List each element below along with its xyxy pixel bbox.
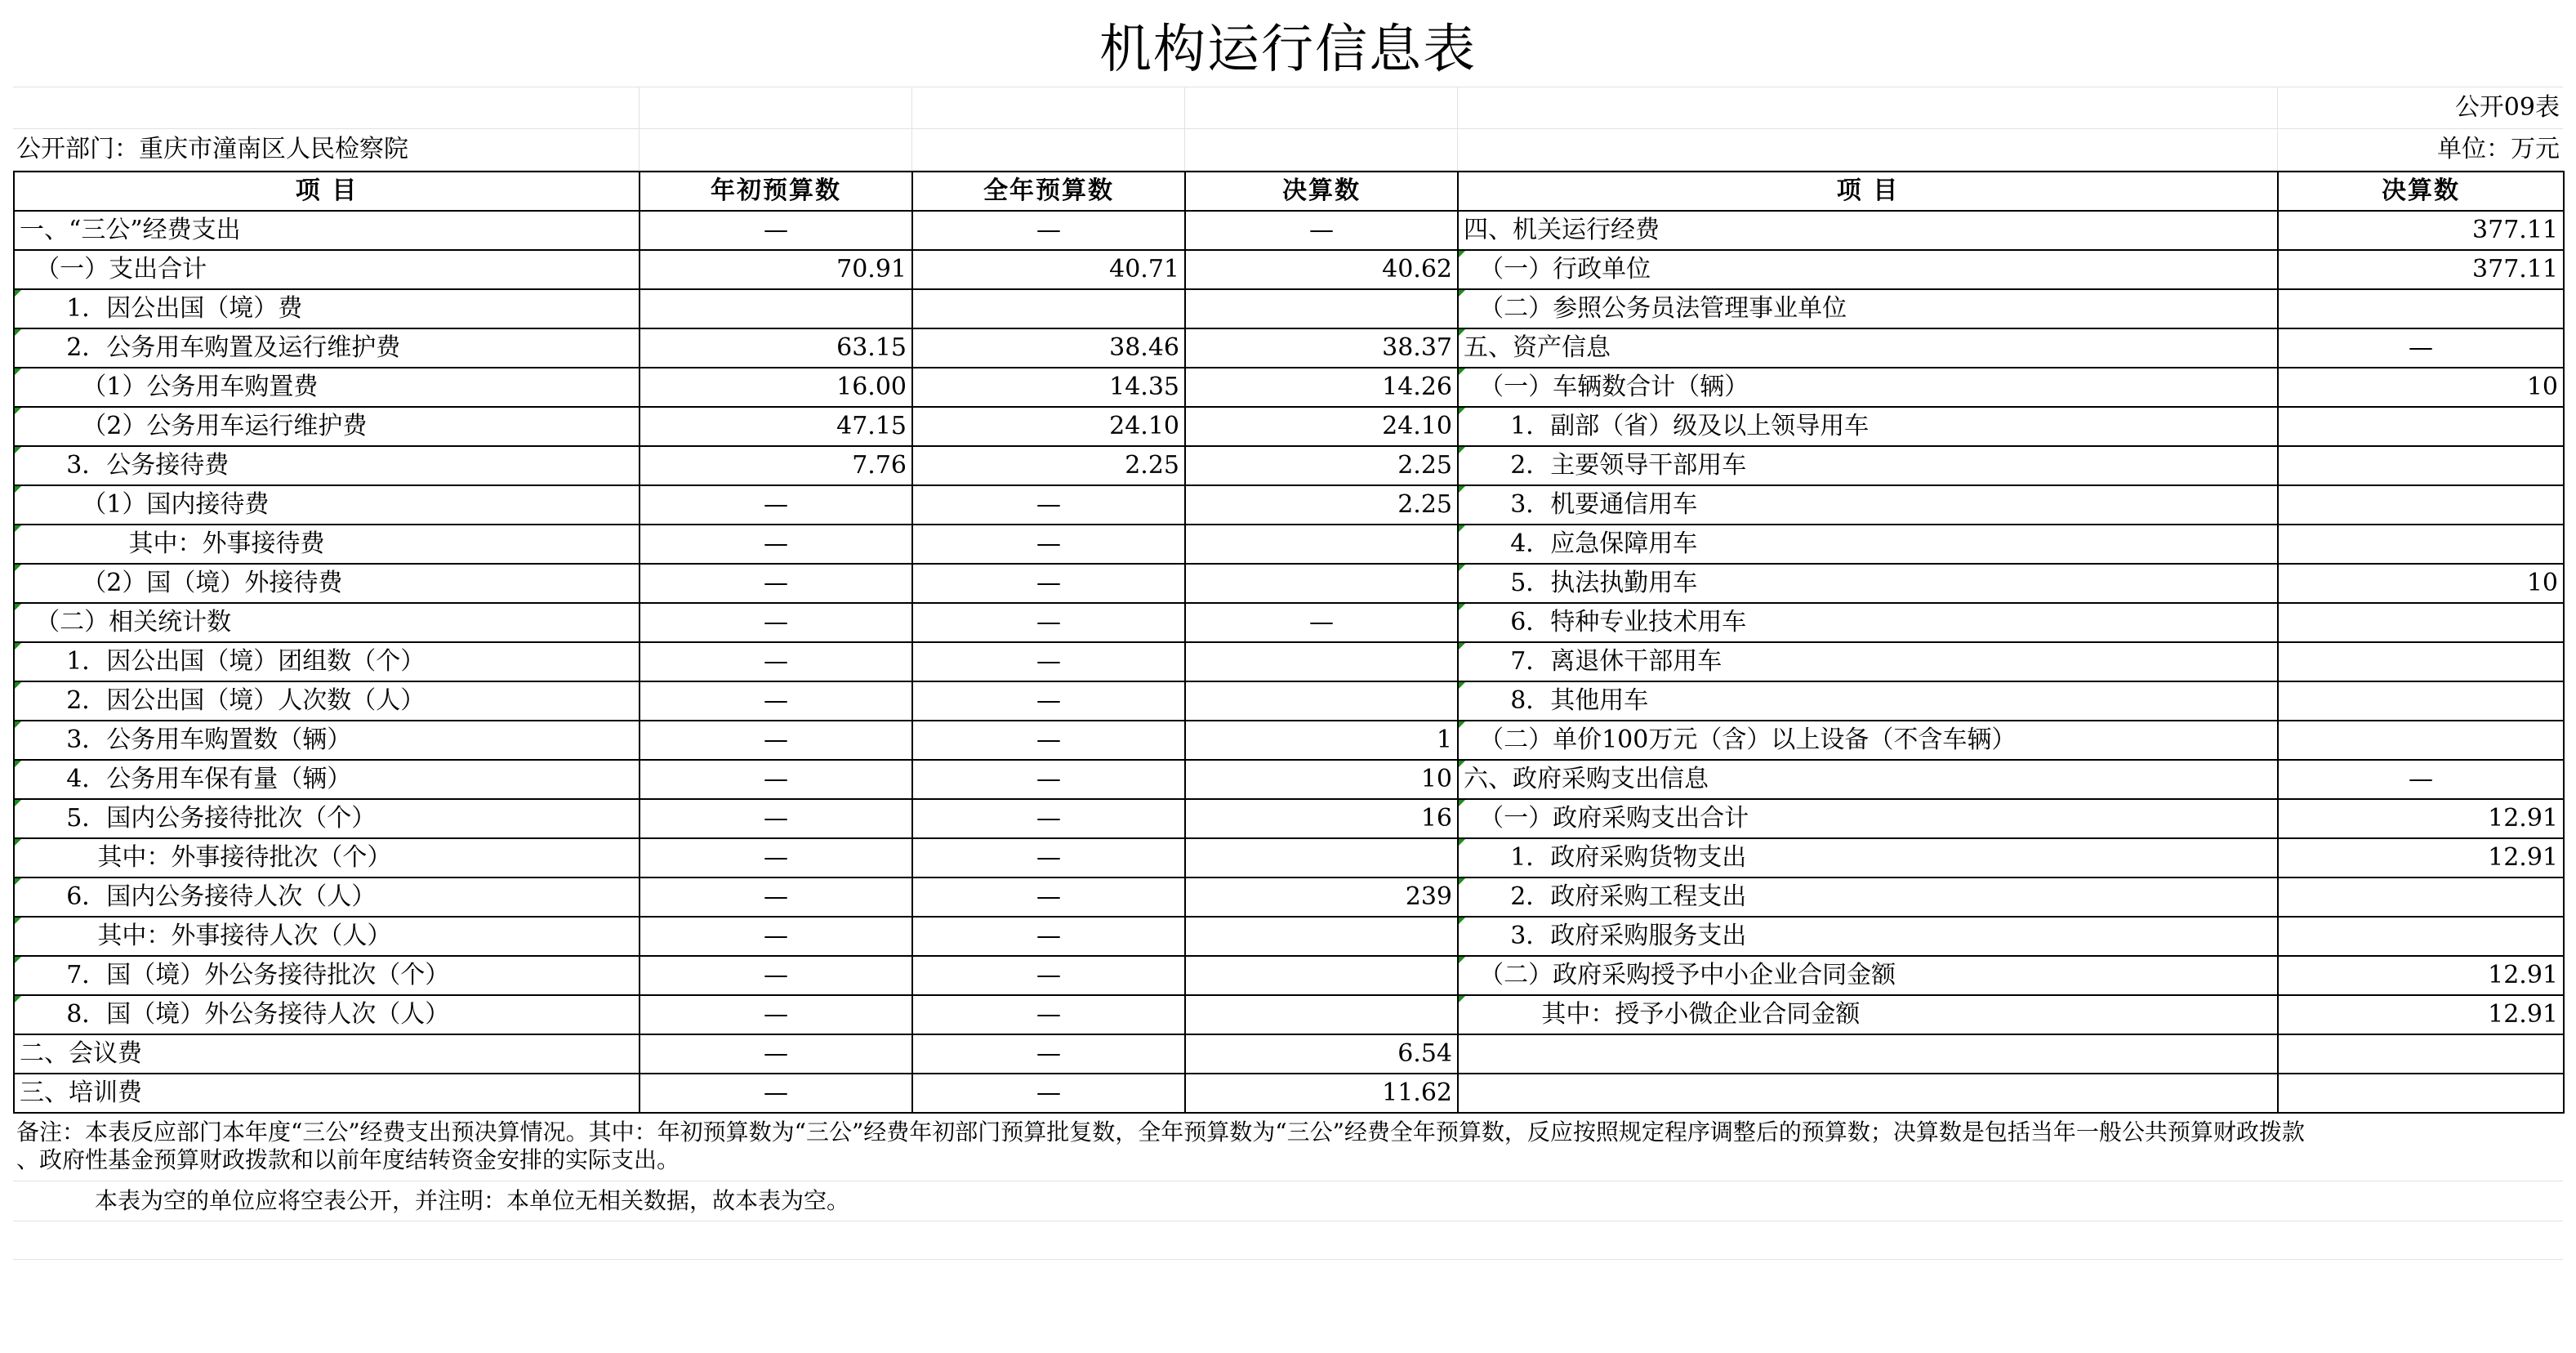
final-right-cell: — — [2278, 760, 2564, 799]
final-right-cell: 10 — [2278, 368, 2564, 407]
budget-full-cell: — — [912, 485, 1185, 525]
budget-initial-cell: — — [640, 956, 912, 995]
budget-full-cell: — — [912, 917, 1185, 956]
table-body — [14, 211, 2564, 1113]
table-row — [14, 368, 2564, 407]
final-right-cell — [2278, 1074, 2564, 1113]
final-left-cell: 11.62 — [1185, 1074, 1458, 1113]
form-number-row — [13, 87, 2563, 129]
item-right-cell — [1458, 1034, 2278, 1074]
item-right-cell: 五、资产信息 — [1458, 328, 2278, 368]
item-left-cell: 1．因公出国（境）费 — [14, 289, 640, 328]
unit-label: 单位：万元 — [2437, 135, 2560, 163]
item-right-cell: 1．副部（省）级及以上领导用车 — [1458, 407, 2278, 446]
final-left-cell — [1185, 642, 1458, 681]
final-left-cell: 2.25 — [1185, 446, 1458, 485]
final-left-cell — [1185, 838, 1458, 877]
budget-full-cell: 2.25 — [912, 446, 1185, 485]
grid-line — [1457, 129, 1458, 170]
final-right-cell — [2278, 917, 2564, 956]
final-left-cell — [1185, 681, 1458, 721]
header-budget-initial: 年初预算数 — [640, 172, 912, 211]
final-left-cell: 6.54 — [1185, 1034, 1458, 1074]
header-budget-full: 全年预算数 — [912, 172, 1185, 211]
item-right-cell: 四、机关运行经费 — [1458, 211, 2278, 250]
budget-full-cell: — — [912, 1074, 1185, 1113]
budget-full-cell: — — [912, 799, 1185, 838]
form-number: 公开09表 — [2454, 93, 2560, 122]
spreadsheet — [13, 13, 2563, 1260]
item-right-cell: 1．政府采购货物支出 — [1458, 838, 2278, 877]
final-right-cell — [2278, 681, 2564, 721]
final-left-cell: 1 — [1185, 721, 1458, 760]
final-right-cell — [2278, 289, 2564, 328]
final-left-cell: 16 — [1185, 799, 1458, 838]
table-row — [14, 485, 2564, 525]
item-right-cell: 3．机要通信用车 — [1458, 485, 2278, 525]
table-row — [14, 525, 2564, 564]
budget-initial-cell: — — [640, 1034, 912, 1074]
budget-initial-cell: — — [640, 564, 912, 603]
budget-initial-cell: — — [640, 642, 912, 681]
budget-initial-cell: — — [640, 603, 912, 642]
item-right-cell: 5．执法执勤用车 — [1458, 564, 2278, 603]
final-right-cell: 377.11 — [2278, 211, 2564, 250]
table-row — [14, 407, 2564, 446]
grid-line — [2277, 87, 2278, 128]
item-right-cell: 其中：授予小微企业合同金额 — [1458, 995, 2278, 1034]
item-left-cell: 6．国内公务接待人次（人） — [14, 877, 640, 917]
budget-initial-cell: — — [640, 525, 912, 564]
budget-full-cell: — — [912, 721, 1185, 760]
item-left-cell: 7．国（境）外公务接待批次（个） — [14, 956, 640, 995]
final-left-cell — [1185, 525, 1458, 564]
grid-line — [911, 129, 912, 170]
final-right-cell: 10 — [2278, 564, 2564, 603]
department-label: 公开部门：重庆市潼南区人民检察院 — [16, 135, 408, 163]
budget-initial-cell: — — [640, 721, 912, 760]
budget-initial-cell: — — [640, 681, 912, 721]
grid-line — [639, 129, 640, 170]
final-left-cell: 2.25 — [1185, 485, 1458, 525]
item-left-cell: 5．国内公务接待批次（个） — [14, 799, 640, 838]
table-row — [14, 250, 2564, 289]
item-left-cell: （二）相关统计数 — [14, 603, 640, 642]
table-row — [14, 721, 2564, 760]
budget-initial-cell: 70.91 — [640, 250, 912, 289]
budget-full-cell: 14.35 — [912, 368, 1185, 407]
table-row — [14, 446, 2564, 485]
budget-initial-cell: — — [640, 485, 912, 525]
budget-full-cell: — — [912, 681, 1185, 721]
budget-initial-cell — [640, 289, 912, 328]
final-right-cell — [2278, 525, 2564, 564]
budget-initial-cell: — — [640, 1074, 912, 1113]
final-left-cell: 10 — [1185, 760, 1458, 799]
item-right-cell: 2．政府采购工程支出 — [1458, 877, 2278, 917]
budget-initial-cell: 16.00 — [640, 368, 912, 407]
budget-initial-cell: — — [640, 917, 912, 956]
item-left-cell: 其中：外事接待人次（人） — [14, 917, 640, 956]
grid-line — [1457, 87, 1458, 128]
budget-full-cell: — — [912, 956, 1185, 995]
table-row — [14, 603, 2564, 642]
budget-initial-cell: 7.76 — [640, 446, 912, 485]
budget-full-cell: — — [912, 603, 1185, 642]
header-item-left: 项 目 — [14, 172, 640, 211]
item-left-cell: 其中：外事接待费 — [14, 525, 640, 564]
budget-initial-cell: — — [640, 838, 912, 877]
budget-initial-cell: — — [640, 995, 912, 1034]
table-row — [14, 956, 2564, 995]
grid-line — [1184, 129, 1185, 170]
grid-line — [1184, 87, 1185, 128]
item-left-cell: （1）公务用车购置费 — [14, 368, 640, 407]
final-left-cell: 38.37 — [1185, 328, 1458, 368]
grid-line — [639, 87, 640, 128]
table-row — [14, 799, 2564, 838]
budget-initial-cell: — — [640, 799, 912, 838]
final-right-cell — [2278, 407, 2564, 446]
item-left-cell: 2．因公出国（境）人次数（人） — [14, 681, 640, 721]
budget-initial-cell: — — [640, 211, 912, 250]
final-left-cell: 239 — [1185, 877, 1458, 917]
final-right-cell — [2278, 642, 2564, 681]
item-left-cell: （2）公务用车运行维护费 — [14, 407, 640, 446]
final-right-cell: 12.91 — [2278, 995, 2564, 1034]
table-row — [14, 289, 2564, 328]
final-right-cell — [2278, 603, 2564, 642]
budget-full-cell — [912, 289, 1185, 328]
final-left-cell: — — [1185, 211, 1458, 250]
final-right-cell — [2278, 485, 2564, 525]
header-final-left: 决算数 — [1185, 172, 1458, 211]
final-left-cell — [1185, 289, 1458, 328]
final-right-cell — [2278, 1034, 2564, 1074]
table-row — [14, 1034, 2564, 1074]
budget-full-cell: 40.71 — [912, 250, 1185, 289]
final-right-cell — [2278, 721, 2564, 760]
item-right-cell: （二）参照公务员法管理事业单位 — [1458, 289, 2278, 328]
budget-initial-cell: — — [640, 877, 912, 917]
budget-full-cell: 38.46 — [912, 328, 1185, 368]
item-left-cell: 二、会议费 — [14, 1034, 640, 1074]
item-left-cell: 其中：外事接待批次（个） — [14, 838, 640, 877]
item-right-cell: 4．应急保障用车 — [1458, 525, 2278, 564]
header-final-right: 决算数 — [2278, 172, 2564, 211]
grid-line — [911, 87, 912, 128]
item-left-cell: 3．公务用车购置数（辆） — [14, 721, 640, 760]
note-remark-line1: 备注：本表反应部门本年度“三公”经费支出预决算情况。其中：年初预算数为“三公”经费年初部门预算批复数，全年预算数为“三公”经费全年预算数，反应按照规定程序调整后的预算数；决算数是包括当年一般公共预算财政拨款 — [16, 1119, 2305, 1145]
item-left-cell: （2）国（境）外接待费 — [14, 564, 640, 603]
table-row — [14, 328, 2564, 368]
item-left-cell: （一）支出合计 — [14, 250, 640, 289]
table-row — [14, 995, 2564, 1034]
note-empty-disclosure: 本表为空的单位应将空表公开，并注明：本单位无相关数据，故本表为空。 — [13, 1181, 2563, 1221]
table-row — [14, 877, 2564, 917]
final-right-cell: — — [2278, 328, 2564, 368]
budget-initial-cell: — — [640, 760, 912, 799]
item-right-cell: 3．政府采购服务支出 — [1458, 917, 2278, 956]
budget-initial-cell: 63.15 — [640, 328, 912, 368]
page-title: 机构运行信息表 — [1099, 20, 1477, 80]
table-row — [14, 917, 2564, 956]
item-left-cell: 4．公务用车保有量（辆） — [14, 760, 640, 799]
budget-full-cell: — — [912, 1034, 1185, 1074]
final-left-cell — [1185, 917, 1458, 956]
final-right-cell: 12.91 — [2278, 956, 2564, 995]
title-row — [13, 13, 2563, 87]
budget-full-cell: — — [912, 564, 1185, 603]
budget-full-cell: — — [912, 760, 1185, 799]
budget-initial-cell: 47.15 — [640, 407, 912, 446]
table-row — [14, 564, 2564, 603]
table-row — [14, 211, 2564, 250]
item-left-cell: 三、培训费 — [14, 1074, 640, 1113]
table-row — [14, 681, 2564, 721]
item-left-cell: 8．国（境）外公务接待人次（人） — [14, 995, 640, 1034]
item-right-cell: （一）车辆数合计（辆） — [1458, 368, 2278, 407]
final-left-cell: 24.10 — [1185, 407, 1458, 446]
table-row — [14, 838, 2564, 877]
table-row — [14, 1074, 2564, 1113]
grid-line — [2277, 129, 2278, 170]
table-row — [14, 642, 2564, 681]
note-remark-line2: 、政府性基金预算财政拨款和以前年度结转资金安排的实际支出。 — [16, 1146, 680, 1173]
table-header-row — [14, 172, 2564, 211]
budget-full-cell: — — [912, 211, 1185, 250]
final-left-cell — [1185, 995, 1458, 1034]
empty-row — [13, 1221, 2563, 1260]
item-right-cell: 2．主要领导干部用车 — [1458, 446, 2278, 485]
item-right-cell: 7．离退休干部用车 — [1458, 642, 2278, 681]
item-left-cell: 3．公务接待费 — [14, 446, 640, 485]
final-left-cell: 40.62 — [1185, 250, 1458, 289]
item-right-cell: 六、政府采购支出信息 — [1458, 760, 2278, 799]
budget-full-cell: 24.10 — [912, 407, 1185, 446]
final-left-cell — [1185, 564, 1458, 603]
info-table — [13, 171, 2565, 1114]
budget-full-cell: — — [912, 838, 1185, 877]
final-right-cell: 12.91 — [2278, 799, 2564, 838]
department-row — [13, 129, 2563, 171]
item-left-cell: 1．因公出国（境）团组数（个） — [14, 642, 640, 681]
item-right-cell: 6．特种专业技术用车 — [1458, 603, 2278, 642]
item-right-cell: （二）政府采购授予中小企业合同金额 — [1458, 956, 2278, 995]
note-remark — [13, 1114, 2563, 1181]
budget-full-cell: — — [912, 995, 1185, 1034]
item-right-cell: 8．其他用车 — [1458, 681, 2278, 721]
final-right-cell: 377.11 — [2278, 250, 2564, 289]
final-left-cell — [1185, 956, 1458, 995]
item-right-cell: （一）政府采购支出合计 — [1458, 799, 2278, 838]
budget-full-cell: — — [912, 877, 1185, 917]
item-left-cell: 一、“三公”经费支出 — [14, 211, 640, 250]
budget-full-cell: — — [912, 525, 1185, 564]
item-left-cell: （1）国内接待费 — [14, 485, 640, 525]
table-row — [14, 760, 2564, 799]
budget-full-cell: — — [912, 642, 1185, 681]
item-right-cell: （一）行政单位 — [1458, 250, 2278, 289]
final-right-cell: 12.91 — [2278, 838, 2564, 877]
final-right-cell — [2278, 446, 2564, 485]
item-right-cell — [1458, 1074, 2278, 1113]
item-right-cell: （二）单价100万元（含）以上设备（不含车辆） — [1458, 721, 2278, 760]
final-left-cell: 14.26 — [1185, 368, 1458, 407]
item-left-cell: 2．公务用车购置及运行维护费 — [14, 328, 640, 368]
final-right-cell — [2278, 877, 2564, 917]
final-left-cell: — — [1185, 603, 1458, 642]
header-item-right: 项 目 — [1458, 172, 2278, 211]
